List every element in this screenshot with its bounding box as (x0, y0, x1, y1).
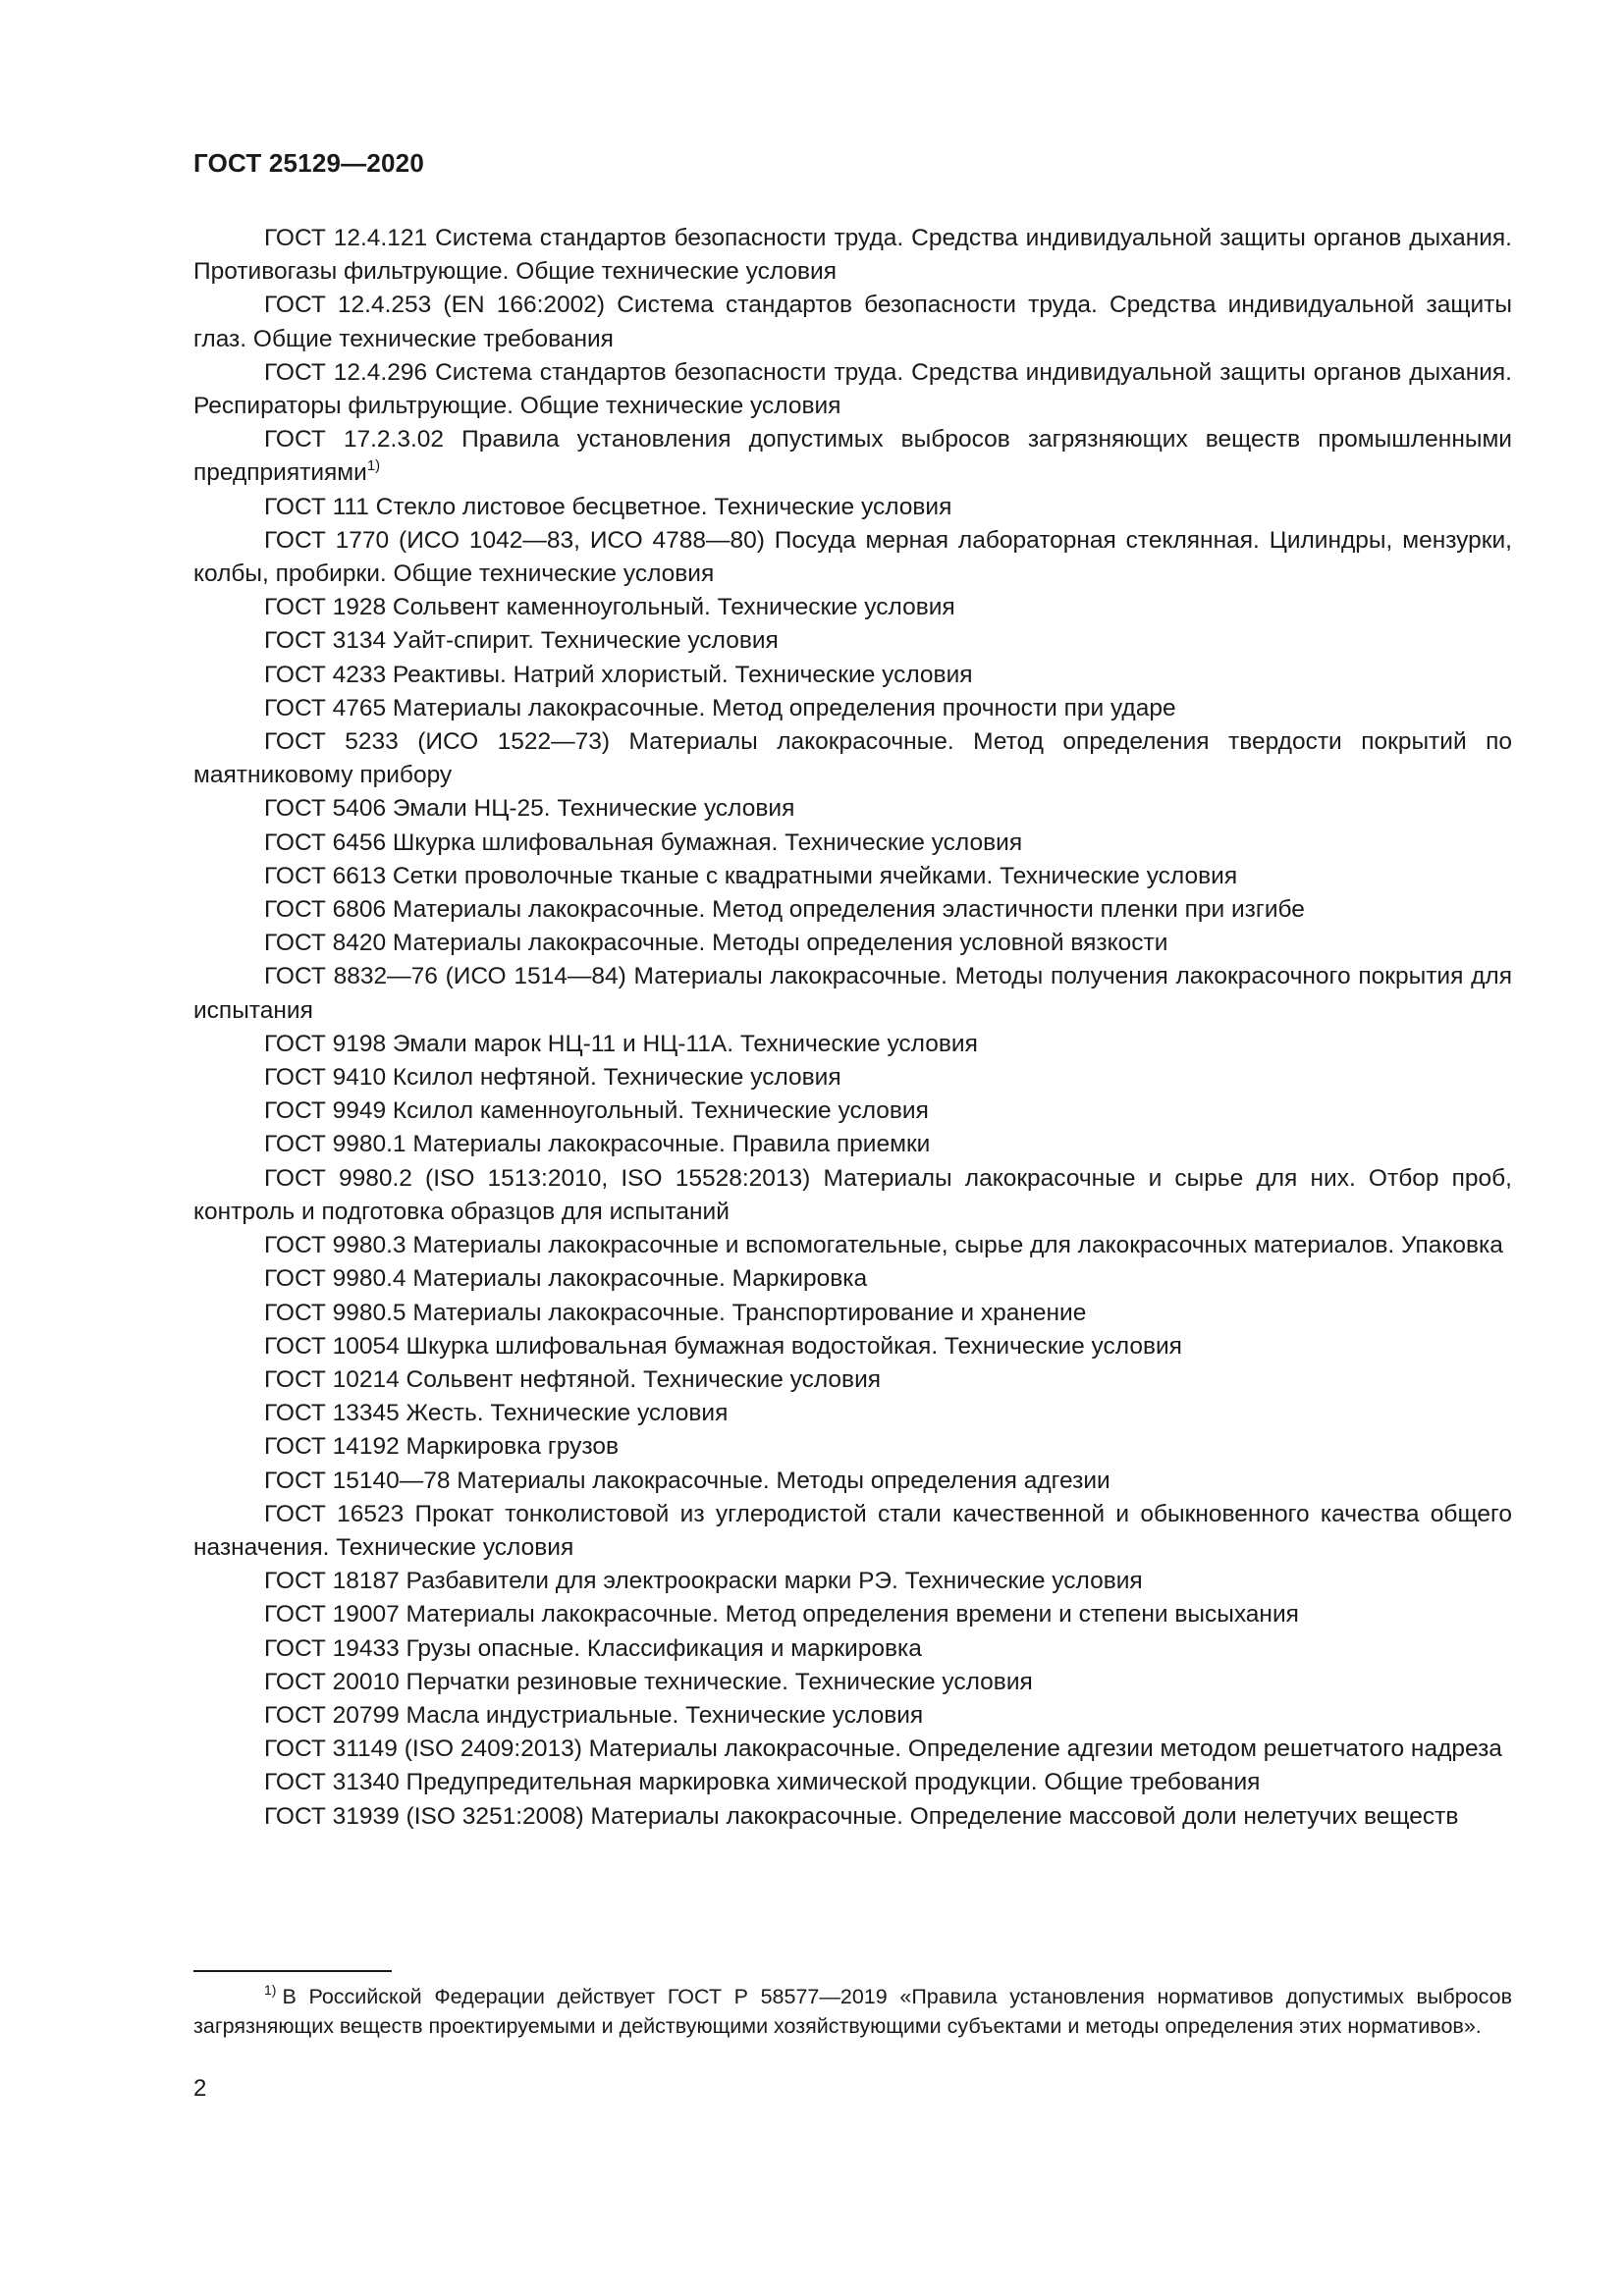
reference-item: ГОСТ 6456 Шкурка шлифовальная бумажная. Технические условия (264, 828, 1023, 856)
reference-item: ГОСТ 19007 Материалы лакокрасочные. Метод определения времени и степени высыхания (264, 1601, 1299, 1629)
reference-item: ГОСТ 1770 (ИСО 1042—83, ИСО 4788—80) Посуда мерная лабораторная стеклянная. Цилиндры, мензурки, колбы, пробирки. Общие технические условия (193, 526, 1512, 588)
reference-item: ГОСТ 8832—76 (ИСО 1514—84) Материалы лакокрасочные. Методы получения лакокрасочного покрытия для испытания (193, 963, 1512, 1024)
reference-item: ГОСТ 12.4.296 Система стандартов безопасности труда. Средства индивидуальной защиты органов дыхания. Респираторы фильтрующие. Общие технические условия (193, 358, 1512, 420)
reference-item: ГОСТ 6806 Материалы лакокрасочные. Метод определения эластичности пленки при изгибе (264, 896, 1305, 924)
reference-item: ГОСТ 12.4.121 Система стандартов безопасности труда. Средства индивидуальной защиты органов дыхания. Противогазы фильтрующие. Общие технические условия (193, 225, 1512, 286)
reference-item: ГОСТ 9980.3 Материалы лакокрасочные и вспомогательные, сырье для лакокрасочных материалов. Упаковка (264, 1232, 1503, 1259)
reference-item: ГОСТ 3134 Уайт-спирит. Технические условия (264, 627, 779, 655)
footnote-text: В Российской Федерации действует ГОСТ Р 58577—2019 «Правила установления нормативов допустимых выбросов загрязняющих веществ проектируемыми и действующими хозяйствующими субъектами и методы определения этих нормативов». (193, 1985, 1512, 2038)
reference-item: ГОСТ 31340 Предупредительная маркировка химической продукции. Общие требования (264, 1769, 1261, 1796)
reference-item: ГОСТ 18187 Разбавители для электроокраски марки РЭ. Технические условия (264, 1568, 1143, 1595)
reference-item: ГОСТ 5406 Эмали НЦ-25. Технические условия (264, 795, 795, 823)
reference-item: ГОСТ 5233 (ИСО 1522—73) Материалы лакокрасочные. Метод определения твердости покрытий по маятниковому прибору (193, 728, 1512, 789)
reference-item: ГОСТ 9980.5 Материалы лакокрасочные. Транспортирование и хранение (264, 1299, 1087, 1326)
reference-item: ГОСТ 4765 Материалы лакокрасочные. Метод определения прочности при ударе (264, 694, 1176, 721)
reference-item: ГОСТ 10214 Сольвент нефтяной. Технические условия (264, 1365, 882, 1393)
reference-item: ГОСТ 10054 Шкурка шлифовальная бумажная водостойкая. Технические условия (264, 1332, 1182, 1360)
reference-item: ГОСТ 16523 Прокат тонколистовой из углеродистой стали качественной и обыкновенного качества общего назначения. Технические условия (193, 1500, 1512, 1561)
reference-item: ГОСТ 9980.1 Материалы лакокрасочные. Правила приемки (264, 1131, 931, 1158)
document-header: ГОСТ 25129—2020 (193, 148, 424, 178)
normative-references-list (193, 222, 1512, 1834)
reference-item: ГОСТ 8420 Материалы лакокрасочные. Методы определения условной вязкости (264, 930, 1168, 957)
reference-item: ГОСТ 20799 Масла индустриальные. Технические условия (264, 1701, 924, 1729)
footnote (193, 1982, 1512, 2041)
reference-item: ГОСТ 111 Стекло листовое бесцветное. Технические условия (264, 493, 952, 520)
reference-item: ГОСТ 9980.2 (ISO 1513:2010, ISO 15528:2013) Материалы лакокрасочные и сырье для них. Отбор проб, контроль и подготовка образцов для испытаний (193, 1164, 1512, 1225)
reference-item: ГОСТ 9980.4 Материалы лакокрасочные. Маркировка (264, 1265, 868, 1293)
footnote-divider (193, 1970, 392, 1972)
footnote-reference: 1) (366, 457, 381, 475)
reference-item: ГОСТ 9949 Ксилол каменноугольный. Технические условия (264, 1097, 929, 1125)
reference-item: ГОСТ 4233 Реактивы. Натрий хлористый. Технические условия (264, 661, 973, 688)
reference-item: ГОСТ 19433 Грузы опасные. Классификация и маркировка (264, 1634, 922, 1662)
reference-item: ГОСТ 31149 (ISO 2409:2013) Материалы лакокрасочные. Определение адгезии методом решетчатого надреза (264, 1735, 1502, 1763)
reference-item: ГОСТ 31939 (ISO 3251:2008) Материалы лакокрасочные. Определение массовой доли нелетучих веществ (264, 1802, 1459, 1830)
reference-item: ГОСТ 15140—78 Материалы лакокрасочные. Методы определения адгезии (264, 1467, 1110, 1494)
page-number: 2 (193, 2075, 207, 2102)
reference-item: ГОСТ 9410 Ксилол нефтяной. Технические условия (264, 1064, 841, 1092)
reference-text: ГОСТ 17.2.3.02 Правила установления допустимых выбросов загрязняющих веществ промышленными предприятиями (193, 426, 1512, 487)
reference-item: ГОСТ 1928 Сольвент каменноугольный. Технические условия (264, 594, 955, 621)
reference-item: ГОСТ 6613 Сетки проволочные тканые с квадратными ячейками. Технические условия (264, 862, 1238, 889)
reference-item: ГОСТ 13345 Жесть. Технические условия (264, 1400, 729, 1427)
reference-item: ГОСТ 9198 Эмали марок НЦ-11 и НЦ-11А. Технические условия (264, 1030, 978, 1057)
reference-item: ГОСТ 12.4.253 (EN 166:2002) Система стандартов безопасности труда. Средства индивидуальной защиты глаз. Общие технические требования (193, 292, 1512, 352)
reference-item-with-footnote (193, 423, 1512, 490)
footnote-marker: 1) (264, 1982, 277, 1998)
reference-item: ГОСТ 20010 Перчатки резиновые технические. Технические условия (264, 1668, 1033, 1695)
reference-item: ГОСТ 14192 Маркировка грузов (264, 1433, 619, 1461)
